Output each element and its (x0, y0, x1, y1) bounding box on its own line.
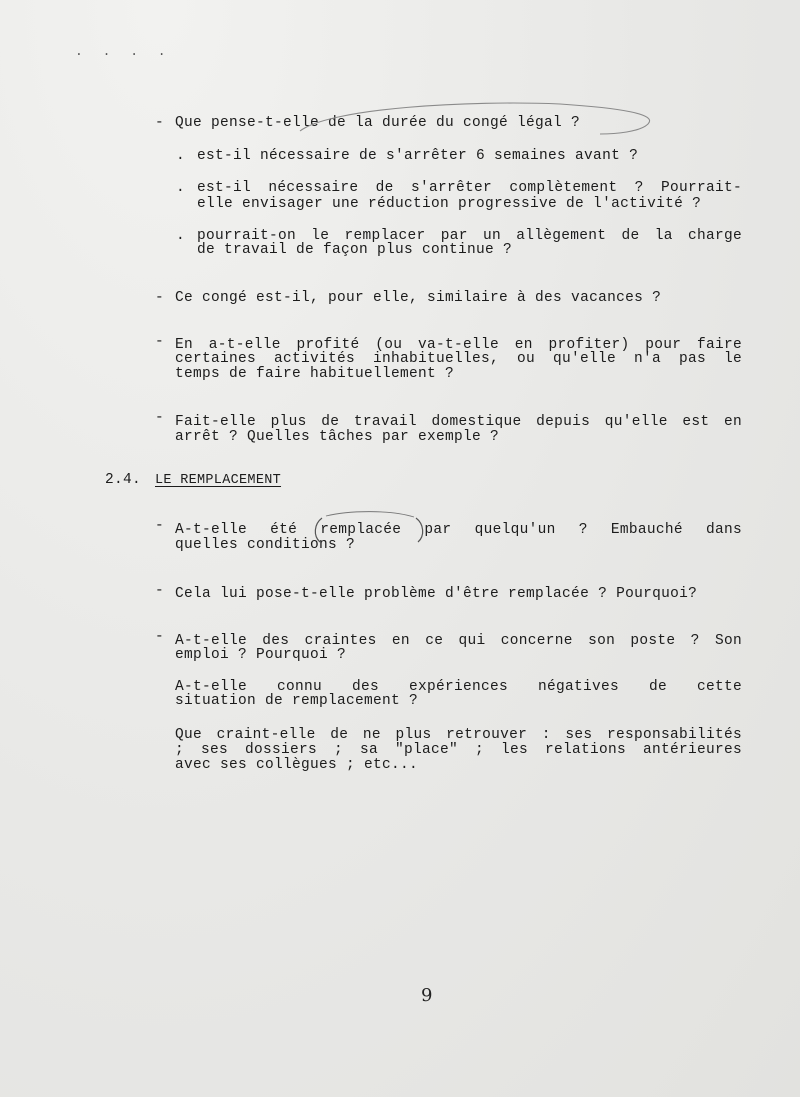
question-retrouver-line3: avec ses collègues ; etc... (175, 757, 419, 773)
bullet-marker: . (176, 148, 185, 164)
dash-marker: - (155, 518, 164, 534)
section-number: 2.4. (105, 472, 142, 488)
dash-marker: - (155, 629, 164, 645)
pencil-arc-top (326, 512, 414, 517)
dash-marker: - (155, 115, 164, 131)
question-duree-conge: Que pense-t-elle de la durée du congé légal ? (175, 115, 581, 131)
question-experiences-line2: situation de remplacement ? (175, 693, 419, 709)
page-number: 9 (421, 985, 433, 1006)
question-retrouver-line2: ; ses dossiers ; sa "place" ; les relations antérieures (175, 742, 742, 758)
subquestion-allegement-line1: pourrait-on le remplacer par un allègement de la charge (197, 228, 742, 244)
question-travail-domestique-line2: arrêt ? Quelles tâches par exemple ? (175, 429, 500, 445)
question-craintes-line2: emploi ? Pourquoi ? (175, 647, 347, 663)
question-remplacee-line2: quelles conditions ? (175, 537, 356, 553)
question-remplacee-line1: A-t-elle été remplacée par quelqu'un ? Embauché dans (175, 522, 742, 538)
dash-marker: - (155, 410, 164, 426)
question-craintes-line1: A-t-elle des craintes en ce qui concerne son poste ? Son (175, 633, 742, 649)
question-activites-line2: certaines activités inhabituelles, ou qu'elle n'a pas le (175, 351, 742, 367)
question-activites-line1: En a-t-elle profité (ou va-t-elle en profiter) pour faire (175, 337, 742, 353)
dash-marker: - (155, 334, 164, 350)
scan-marks: . . . . (75, 44, 172, 59)
subquestion-allegement-line2: de travail de façon plus continue ? (197, 242, 513, 258)
section-title: LE REMPLACEMENT (155, 473, 282, 488)
question-probleme-remplacee: Cela lui pose-t-elle problème d'être remplacée ? Pourquoi? (175, 586, 698, 602)
bullet-marker: . (176, 180, 185, 196)
dash-marker: - (155, 583, 164, 599)
question-vacances: Ce congé est-il, pour elle, similaire à des vacances ? (175, 290, 662, 306)
question-experiences-line1: A-t-elle connu des expériences négatives de cette (175, 679, 742, 695)
question-retrouver-line1: Que craint-elle de ne plus retrouver : ses responsabilités (175, 727, 742, 743)
question-travail-domestique-line1: Fait-elle plus de travail domestique depuis qu'elle est en (175, 414, 742, 430)
subquestion-6-semaines: est-il nécessaire de s'arrêter 6 semaines avant ? (197, 148, 639, 164)
dash-marker: - (155, 290, 164, 306)
subquestion-arret-complet-line2: elle envisager une réduction progressive de l'activité ? (197, 196, 702, 212)
bullet-marker: . (176, 228, 185, 244)
subquestion-arret-complet-line1: est-il nécessaire de s'arrêter complètement ? Pourrait- (197, 180, 742, 196)
question-activites-line3: temps de faire habituellement ? (175, 366, 455, 382)
